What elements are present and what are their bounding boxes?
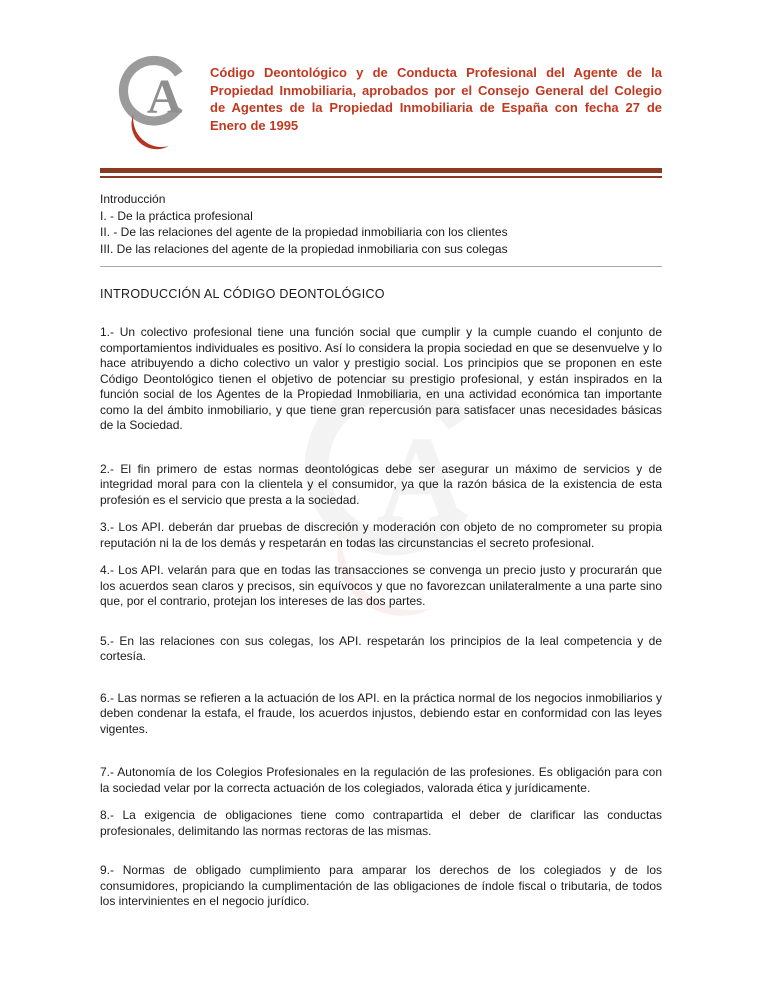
toc-separator (100, 266, 662, 267)
organization-logo-icon (115, 52, 199, 158)
toc-item-practica-profesional: I. - De la práctica profesional (100, 208, 253, 223)
header-divider (100, 168, 662, 178)
paragraph-2: 2.- El fin primero de estas normas deontológicas debe ser asegurar un máximo de servicios y de integridad moral para con la clientela y el consumidor, ya que la razón básica de la existencia de esta profesión es el servicio que presta a la sociedad. (100, 461, 662, 507)
document-title: Código Deontológico y de Conducta Profesional del Agente de la Propiedad Inmobiliaria, aprobados por el Consejo General del Colegio de Agentes de la Propiedad Inmobiliaria de España con fecha 27 de Enero de 1995 (210, 65, 662, 133)
paragraph-1: 1.- Un colectivo profesional tiene una función social que cumplir y la cumple cuando el conjunto de comportamientos individuales es positivo. Así lo considera la propia sociedad en que se desenvuelve y lo hace atribuyendo a dicho colectivo un valor y prestigio social. Los principios que se proponen en este Código Deontológico tienen el objetivo de potenciar su prestigio profesional, y están inspirados en la función social de los Agentes de la Propiedad Inmobiliaria, en una actividad económica tan importante como la del ámbito inmobiliario, y que tiene gran repercusión para satisfacer unas necesidades básicas de la Sociedad. (100, 325, 662, 432)
table-of-contents (100, 191, 662, 257)
section-heading: INTRODUCCIÓN AL CÓDIGO DEONTOLÓGICO (100, 287, 385, 301)
paragraph-7: 7.- Autonomía de los Colegios Profesionales en la regulación de las profesiones. Es obligación para con la sociedad velar por la correcta actuación de los colegiados, valorada ética y jurídicamente. (100, 765, 662, 795)
svg-text:A: A (376, 410, 467, 549)
toc-item-relaciones-colegas: III. De las relaciones del agente de la propiedad inmobiliaria con sus colegas (100, 241, 508, 256)
paragraph-3: 3.- Los API. deberán dar pruebas de discreción y moderación con objeto de no comprometer su propia reputación ni la de los demás y respetarán en todas las circunstancias el secreto profesional. (100, 520, 662, 550)
toc-item-relaciones-clientes: II. - De las relaciones del agente de la propiedad inmobiliaria con los clientes (100, 225, 508, 239)
toc-item-introduccion: Introducción (100, 192, 166, 206)
document-body (100, 325, 662, 910)
paragraph-6: 6.- Las normas se refieren a la actuación de los API. en la práctica normal de los negocios inmobiliarios y deben condenar la estafa, el fraude, los acuerdos injustos, debiendo estar en conformidad con las leyes vigentes. (100, 690, 662, 736)
document-header (100, 52, 662, 158)
paragraph-8: 8.- La exigencia de obligaciones tiene como contrapartida el deber de clarificar las conductas profesionales, delimitando las normas rectoras de las mismas. (100, 808, 662, 838)
paragraph-4: 4.- Los API. velarán para que en todas las transacciones se convenga un precio justo y procurarán que los acuerdos sean claros y precisos, sin equívocos y que no favorezcan unilateralmente a una parte sino que, por el contrario, protejan los intereses de las dos partes. (100, 563, 662, 608)
svg-text:A: A (146, 69, 183, 124)
paragraph-5: 5.- En las relaciones con sus colegas, los API. respetarán los principios de la leal competencia y de cortesía. (100, 633, 662, 663)
paragraph-9: 9.- Normas de obligado cumplimiento para amparar los derechos de los colegiados y de los consumidores, propiciando la cumplimentación de las obligaciones de índole fiscal o tributaria, de todos los intervinientes en el negocio jurídico. (100, 863, 662, 908)
